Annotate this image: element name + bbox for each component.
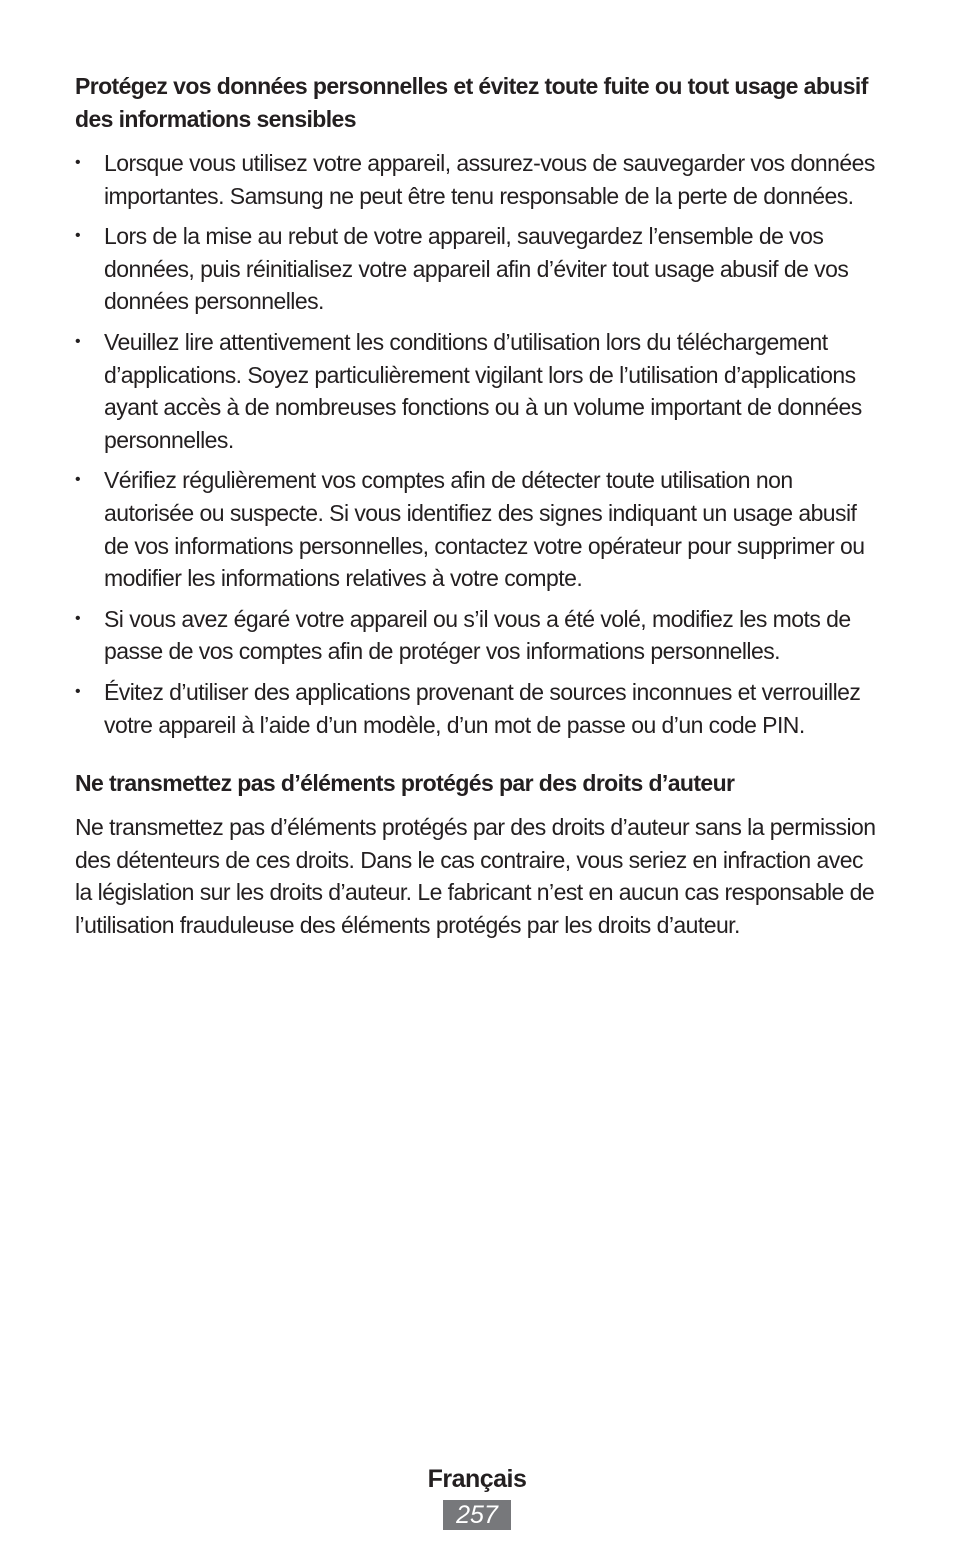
bullet-item [75, 326, 880, 456]
document-body [75, 70, 880, 941]
bullet-item [75, 603, 880, 668]
bullet-dot-icon: • [75, 154, 81, 171]
bullet-item [75, 147, 880, 212]
bullet-text: Si vous avez égaré votre appareil ou s’il vous a été volé, modifiez les mots de passe de vos comptes afin de protéger vos informations personnelles. [104, 605, 851, 665]
bullet-text: Lorsque vous utilisez votre appareil, assurez-vous de sauvegarder vos données importantes. Samsung ne peut être tenu responsable de la perte de données. [104, 150, 875, 209]
bullet-dot-icon: • [75, 682, 81, 700]
bullet-dot-icon: • [75, 471, 81, 489]
page-footer [0, 1462, 954, 1530]
bullet-dot-icon: • [75, 332, 81, 350]
bullet-item [75, 220, 880, 318]
footer-language-label: Français [427, 1465, 527, 1493]
section-heading-copyright: Ne transmettez pas d’éléments protégés par des droits d’auteur [75, 770, 735, 797]
section-heading-data-protection: Protégez vos données personnelles et évitez toute fuite ou tout usage abusif des informations sensibles [75, 73, 868, 132]
data-protection-bullet-list [75, 147, 880, 741]
bullet-dot-icon: • [75, 227, 81, 245]
bullet-text: Évitez d’utiliser des applications provenant de sources inconnues et verrouillez votre appareil à l’aide d’un modèle, d’un mot de passe ou d’un code PIN. [104, 678, 861, 738]
copyright-paragraph: Ne transmettez pas d’éléments protégés par des droits d’auteur sans la permission des détenteurs de ces droits. Dans le cas contraire, vous seriez en infraction avec la législation sur les droits d’auteur. Le fabricant n’est en aucun cas responsable de l’utilisation frauduleuse des éléments protégés par les droits d’auteur. [75, 814, 876, 938]
page-number: 257 [443, 1500, 511, 1530]
bullet-text: Veuillez lire attentivement les conditions d’utilisation lors du téléchargement d’applications. Soyez particulièrement vigilant lors de l’utilisation d’applications ayant accès à de nombreuses fonctions ou à un volume important de données personnelles. [104, 328, 862, 453]
bullet-text: Vérifiez régulièrement vos comptes afin de détecter toute utilisation non autorisée ou suspecte. Si vous identifiez des signes indiquant un usage abusif de vos informations personnelles, contactez votre opérateur pour supprimer ou modifier les informations relatives à votre compte. [104, 467, 865, 592]
bullet-item [75, 464, 880, 594]
bullet-item [75, 676, 880, 741]
bullet-text: Lors de la mise au rebut de votre appareil, sauvegardez l’ensemble de vos données, puis réinitialisez votre appareil afin d’éviter tout usage abusif de vos données personnelles. [104, 223, 849, 315]
bullet-dot-icon: • [75, 609, 81, 627]
